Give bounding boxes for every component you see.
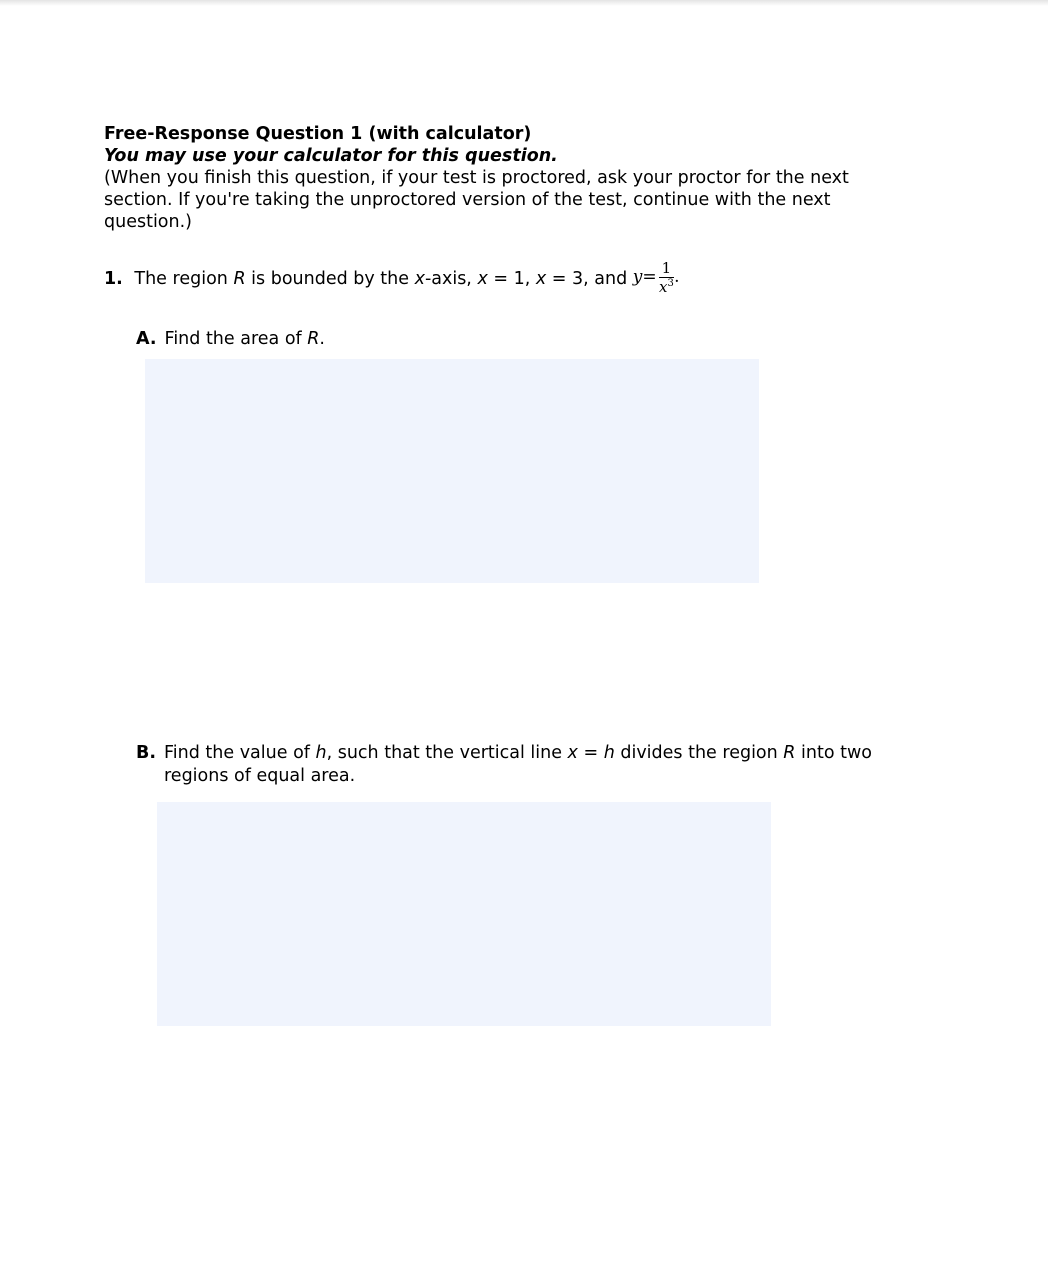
part-b-body	[164, 742, 904, 787]
x-var: x	[414, 269, 425, 289]
part-a-text: .	[319, 329, 325, 349]
part-b-text: into two regions of equal area.	[164, 743, 872, 786]
stem-text: = 1,	[487, 269, 536, 289]
x-var: x	[535, 269, 547, 289]
region-var: R	[783, 743, 796, 763]
h-var: h	[315, 743, 327, 763]
region-var: R	[233, 269, 246, 289]
part-a-text: Find the area of	[164, 329, 308, 349]
stem-text: is bounded by the	[245, 269, 415, 289]
question-title: Free-Response Question 1 (with calculator)	[104, 124, 532, 144]
denominator-var: x	[658, 277, 668, 296]
denominator-exponent: 3	[667, 277, 674, 289]
region-var: R	[307, 329, 320, 349]
part-a-answer-box[interactable]	[145, 359, 759, 583]
formula-fraction	[658, 258, 675, 296]
question-number: 1.	[104, 269, 123, 289]
part-b-text: Find the value of	[164, 743, 316, 763]
formula-period: .	[674, 267, 680, 287]
x-var: x	[477, 269, 488, 289]
part-b-answer-box[interactable]	[157, 802, 771, 1026]
question-stem	[104, 257, 924, 301]
proctor-note: (When you finish this question, if your test is proctored, ask your proctor for the next section. If you're taking the unproctored version of the test, continue with the next question.)	[104, 168, 849, 232]
fraction-denominator	[659, 278, 675, 295]
h-var: h	[603, 743, 615, 763]
part-b-text: , such that the vertical line	[326, 743, 568, 763]
stem-text: = 3, and	[546, 269, 633, 289]
function-formula	[633, 255, 680, 299]
formula-equals: =	[642, 267, 657, 287]
stem-text: -axis,	[424, 269, 478, 289]
part-b-prompt	[136, 742, 926, 787]
formula-lhs: y	[632, 267, 643, 287]
part-a-prompt	[136, 328, 936, 351]
part-b-text: divides the region	[614, 743, 784, 763]
x-var: x	[567, 743, 578, 763]
page-top-edge	[0, 0, 1048, 6]
part-a-label: A.	[136, 329, 157, 349]
question-header	[104, 123, 904, 233]
part-b-text: =	[577, 743, 604, 763]
stem-text: The region	[134, 269, 234, 289]
calculator-instruction: You may use your calculator for this question.	[104, 146, 558, 166]
fraction-numerator: 1	[659, 261, 675, 278]
part-b-label: B.	[136, 743, 156, 763]
